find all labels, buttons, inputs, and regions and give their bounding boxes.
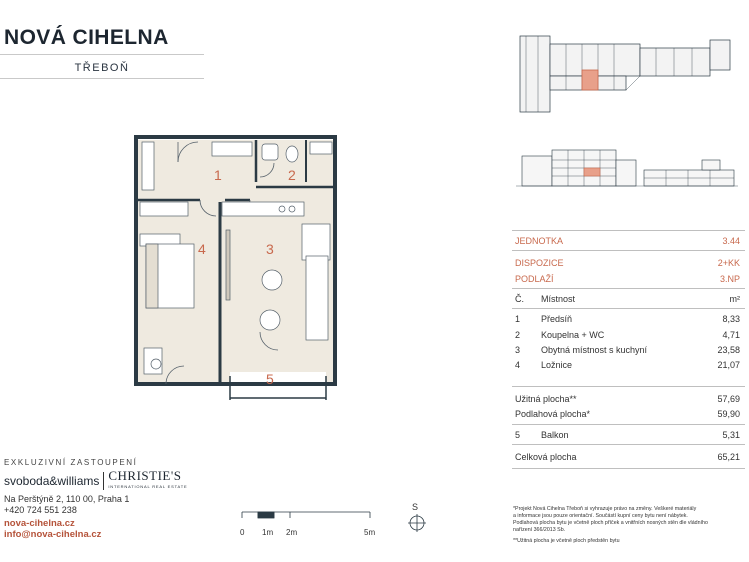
scale-tick-5: 5m: [364, 528, 376, 537]
divider: [512, 424, 745, 425]
divider: [512, 468, 745, 469]
logo-divider: [103, 472, 104, 490]
brand-title: NOVÁ CIHELNA: [4, 26, 169, 49]
building-elevation: [516, 146, 738, 192]
website-link[interactable]: nova-cihelna.cz: [4, 518, 75, 529]
room-number-1: 1: [214, 167, 222, 183]
divider: [0, 54, 204, 55]
uzitna-label: Užitná plocha**: [515, 394, 577, 404]
unit-label: JEDNOTKA: [515, 236, 564, 246]
room-area: 4,71: [722, 330, 740, 340]
room-no: 1: [515, 314, 521, 324]
podlahova-value: 59,90: [717, 409, 740, 419]
divider: [512, 444, 745, 445]
uzitna-value: 57,69: [717, 394, 740, 404]
podlazi-label: PODLAŽÍ: [515, 274, 554, 284]
room-number-4: 4: [198, 241, 206, 257]
divider: [512, 386, 745, 387]
divider: [512, 230, 745, 231]
scale-tick-0: 0: [240, 528, 245, 537]
room-number-3: 3: [266, 241, 274, 257]
room-name: Ložnice: [541, 360, 573, 370]
site-plan: [516, 34, 738, 118]
disclaimer-line: Podlahová plocha bytu je včetně ploch příček a vnitřních nosných stěn dle vládního: [513, 520, 708, 526]
email-link[interactable]: info@nova-cihelna.cz: [4, 529, 102, 540]
logo-christies-sub: INTERNATIONAL REAL ESTATE: [108, 484, 188, 489]
compass-icon: [408, 514, 426, 532]
celkova-value: 65,21: [717, 452, 740, 462]
room-name: Předsíň: [541, 314, 573, 324]
balkon-value: 5,31: [722, 430, 740, 440]
room-area: 8,33: [722, 314, 740, 324]
scale-tick-2: 2m: [286, 528, 298, 537]
celkova-label: Celková plocha: [515, 452, 577, 462]
balkon-no: 5: [515, 430, 521, 440]
dispozice-value: 2+KK: [717, 258, 740, 268]
agency-phone[interactable]: +420 724 551 238: [4, 505, 77, 515]
room-area: 23,58: [717, 345, 740, 355]
divider: [512, 288, 745, 289]
room-name: Koupelna + WC: [541, 330, 605, 340]
unit-value: 3.44: [722, 236, 740, 246]
room-number-5: 5: [266, 371, 274, 387]
room-area: 21,07: [717, 360, 740, 370]
brand-city: TŘEBOŇ: [74, 62, 130, 74]
divider: [512, 250, 745, 251]
logo-svoboda-williams: svoboda&williams: [4, 474, 100, 488]
podlahova-label: Podlahová plocha*: [515, 409, 591, 419]
room-no: 2: [515, 330, 521, 340]
disclaimer-line: nařízení 366/2013 Sb.: [513, 527, 566, 533]
disclaimer-line: a informace jsou pouze orientační. Součástí kupní ceny bytu není nábytek.: [513, 513, 688, 519]
disclaimer-line: **Užitná plocha je včetně ploch předstěn bytu: [513, 538, 620, 544]
room-no: 3: [515, 345, 521, 355]
room-name: Obytná místnost s kuchyní: [541, 345, 648, 355]
scale-bar: [236, 510, 376, 540]
podlazi-value: 3.NP: [719, 274, 740, 284]
agency-label: EXKLUZIVNÍ ZASTOUPENÍ: [4, 458, 138, 467]
table-head-no: Č.: [515, 294, 524, 304]
disclaimer-line: *Projekt Nová Cihelna Třeboň si vyhrazuje právo na změny. Veškeré materiály: [513, 506, 697, 512]
logo-christies-name: CHRISTIE'S: [108, 468, 182, 483]
divider: [512, 308, 745, 309]
dispozice-label: DISPOZICE: [515, 258, 564, 268]
agency-logo: [4, 470, 187, 492]
room-number-2: 2: [288, 167, 296, 183]
logo-christies: [108, 470, 187, 492]
room-no: 4: [515, 360, 521, 370]
scale-tick-1: 1m: [262, 528, 274, 537]
floor-plan: [130, 132, 340, 400]
compass-label: S: [412, 502, 419, 512]
table-head-room: Místnost: [541, 294, 576, 304]
table-head-area: m²: [729, 294, 740, 304]
balkon-label: Balkon: [541, 430, 569, 440]
agency-address: Na Perštýně 2, 110 00, Praha 1: [4, 494, 130, 504]
divider: [0, 78, 204, 79]
